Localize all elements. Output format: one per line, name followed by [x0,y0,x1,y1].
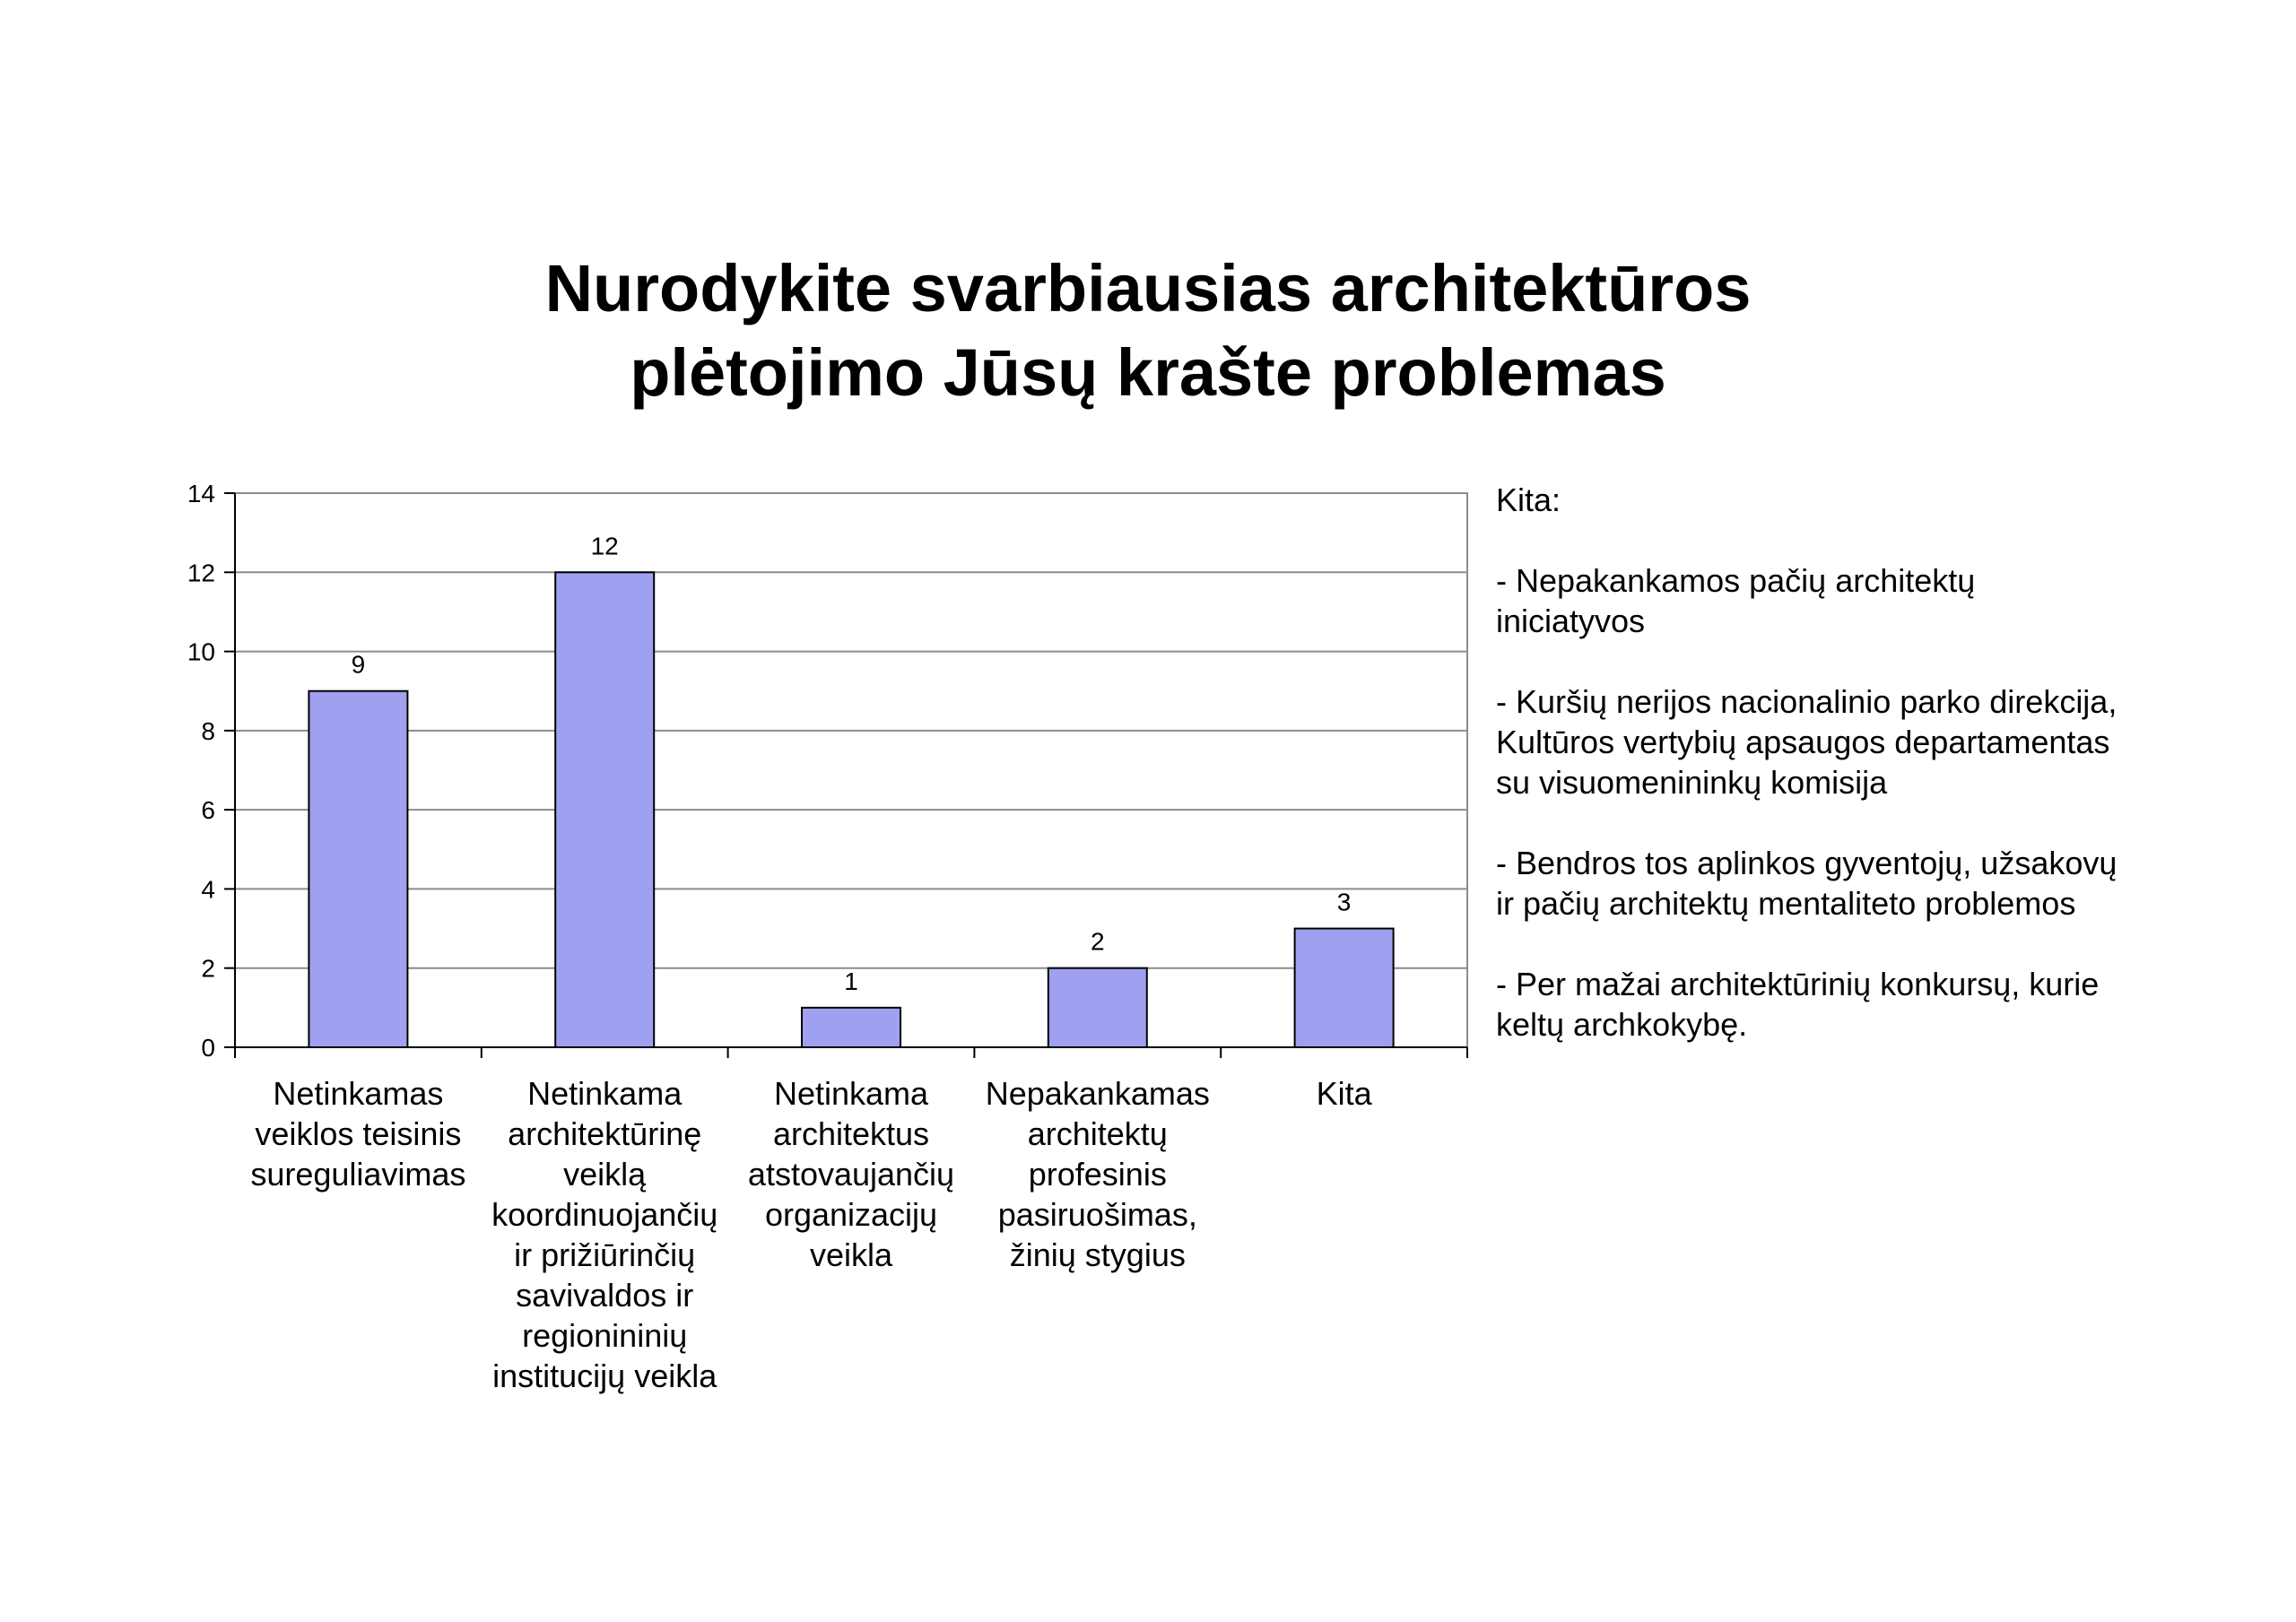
other-answers-note [1496,480,2213,1045]
data-label: 3 [1336,888,1352,916]
y-tick-label: 8 [201,716,215,745]
note-item [1496,843,2213,924]
category-label-line: ir prižiūrinčių [514,1236,696,1273]
category-label-line: veiklą [563,1156,647,1193]
note-line: - Bendros tos aplinkos gyventojų, užsakovų [1496,845,2118,881]
note-heading: Kita: [1496,481,1561,518]
note-line: Kultūros vertybių apsaugos departamentas [1496,724,2110,760]
category-label [972,1073,1223,1275]
y-tick-label: 2 [201,954,215,983]
category-label-line: atstovaujančių [747,1156,955,1193]
category-label-line: pasiruošimas, [997,1196,1197,1233]
bar [802,1008,900,1047]
data-label: 12 [590,532,619,560]
note-line: - Kuršių nerijos nacionalinio parko direkcija, [1496,683,2118,720]
category-label-line: Netinkamas [273,1075,444,1112]
y-tick-label: 12 [187,559,215,587]
category-label-line: profesinis [1028,1156,1167,1193]
note-line: - Nepakankamos pačių architektų [1496,562,1976,599]
category-label-line: institucijų veikla [492,1357,718,1394]
category-label-line: organizacijų [764,1196,938,1233]
category-label-line: Netinkama [527,1075,683,1112]
chart-title-line: Nurodykite svarbiausias architektūros [544,251,1752,325]
category-label-line: veiklos teisinis [255,1115,462,1152]
category-label-line: sureguliavimas [250,1156,466,1193]
bar [1295,929,1394,1047]
y-tick-label: 6 [201,796,215,825]
y-tick-label: 4 [201,875,215,904]
category-label-line: žinių stygius [1009,1236,1186,1273]
note-line: keltų archkokybę. [1496,1006,1748,1043]
category-label [479,1073,730,1396]
bar [1048,968,1147,1047]
data-label: 2 [1091,927,1105,956]
note-line: iniciatyvos [1496,603,1646,639]
chart-title-line: plėtojimo Jūsų krašte problemas [630,335,1666,410]
category-label [1219,1073,1470,1114]
bar [555,572,654,1047]
category-label-line: veikla [809,1236,893,1273]
y-tick-label: 0 [201,1034,215,1062]
category-label-line: Kita [1316,1075,1372,1112]
note-line: - Per mažai architektūrinių konkursų, kurie [1496,966,2100,1002]
category-label [726,1073,977,1275]
note-line: su visuomenininkų komisija [1496,764,1888,801]
category-label-line: Netinkama [773,1075,929,1112]
data-label: 9 [351,650,366,679]
note-line: ir pačių architektų mentaliteto problemos [1496,885,2076,922]
y-tick-label: 14 [187,480,215,507]
data-label: 1 [844,967,858,995]
note-item [1496,681,2213,802]
category-label-line: architektų [1027,1115,1168,1152]
bar [309,691,407,1047]
category-label-line: architektus [772,1115,930,1152]
category-label [232,1073,483,1194]
category-label-line: regionininių [522,1317,688,1354]
y-tick-label: 10 [187,638,215,666]
category-label-line: architektūrinę [508,1115,702,1152]
category-label-line: Nepakankamas [985,1075,1210,1112]
plot-area [235,493,1467,1047]
note-item [1496,560,2213,641]
category-label-line: koordinuojančių [491,1196,718,1233]
note-item [1496,964,2213,1045]
category-label-line: savivaldos ir [516,1277,694,1314]
